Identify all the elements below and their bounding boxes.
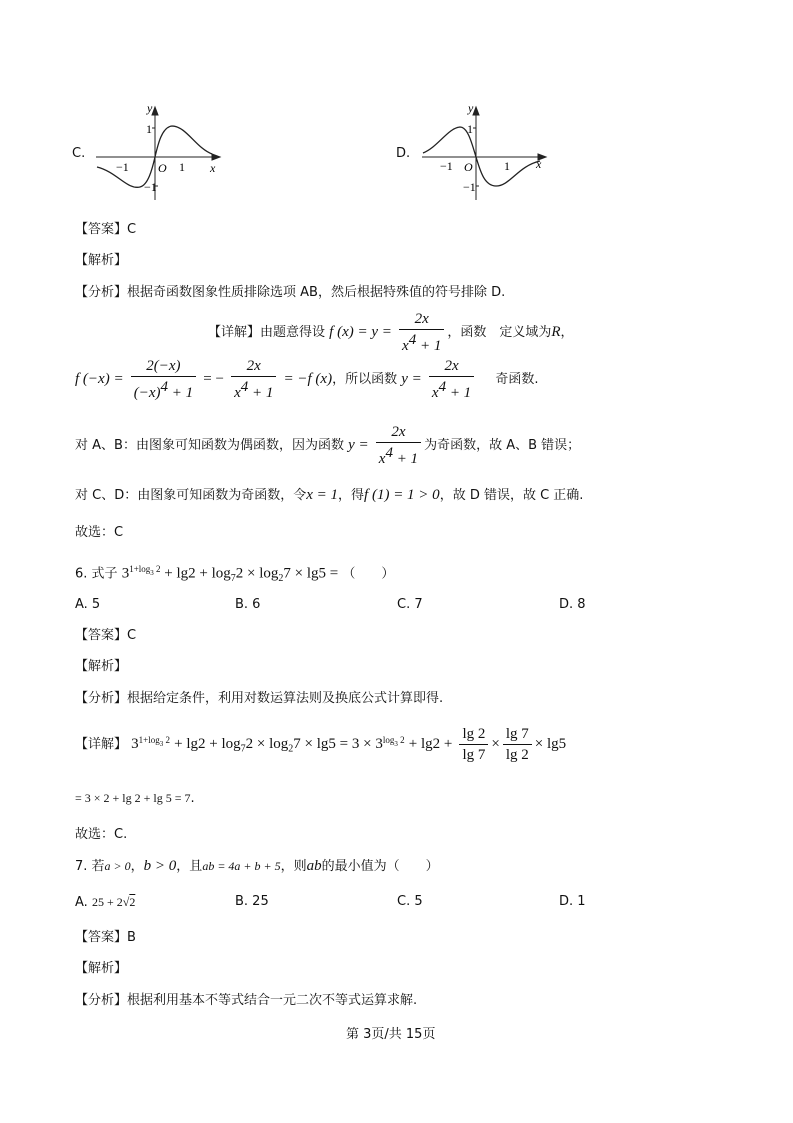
q7-answer: 【答案】B	[75, 930, 136, 945]
fraction-2x-c: $\frac{2x}{x^4 + 1}$	[429, 356, 474, 403]
graph-c-x-label: x	[210, 161, 216, 175]
graph-c	[92, 100, 227, 205]
q5-fenxi	[75, 285, 505, 301]
q7-option-a: A. 25 + 2√2	[75, 895, 136, 910]
graph-c-origin: O	[158, 161, 167, 175]
frac-den: $x^4 + 1$	[402, 332, 442, 354]
graph-d-one: 1	[467, 122, 473, 136]
q6-option-b: B. 6	[235, 597, 261, 612]
graph-d-y-arrow	[473, 107, 479, 115]
q6-stem: 6. 式子 $3^{1+log_3 2} + \lg 2 + \log_72 \times \log_27 \times \lg 5$ = （ ）	[75, 564, 395, 584]
xiangjie-mid: ，函数 定义域为	[447, 325, 552, 340]
graph-d	[418, 100, 553, 205]
frac-lg2-lg7: $\frac{\lg 2}{\lg 7}$	[459, 724, 488, 765]
q6-jiexi: 【解析】	[75, 659, 128, 674]
q6-option-a: A. 5	[75, 597, 101, 612]
answer-tag: 【答案】	[75, 222, 128, 237]
graph-c-y-label: y	[147, 101, 153, 115]
graph-d-y-label: y	[468, 101, 474, 115]
q6-option-d: D. 8	[559, 597, 586, 612]
frac-num: 2x	[399, 309, 444, 330]
option-d-label: D.	[396, 146, 411, 161]
fraction-2x-b: $\frac{2x}{x^4 + 1}$	[231, 356, 276, 403]
graph-d-x-minus-one: −1	[440, 159, 453, 173]
graph-d-minus-one: −1	[463, 180, 476, 194]
graph-c-y-arrow	[152, 107, 158, 115]
frac-lg7-lg2: $\frac{\lg 7}{\lg 2}$	[503, 724, 532, 765]
xiangjie-tag: 【详解】	[208, 325, 261, 340]
func-def: f (x) = y =	[329, 324, 392, 340]
graph-c-one: 1	[146, 122, 152, 136]
xiangjie-pre: 由题意得设	[260, 325, 326, 340]
graph-d-x-one: 1	[504, 159, 510, 173]
q7-fenxi: 【分析】根据利用基本不等式结合一元二次不等式运算求解.	[75, 993, 418, 1008]
fenxi-tag: 【分析】	[75, 285, 128, 300]
q5-guxuan: 故选：C	[75, 525, 124, 540]
q6-guxuan: 故选：C.	[75, 827, 128, 842]
q6-xiangjie: 【详解】 $3^{1+log_3 2} + \lg 2 + \log_72 \times \log_27 \times \lg 5 = 3 \times 3^{log_3 2} + \lg 2$ + $\frac{\lg 2}{\lg 7}$ × $\frac{\lg 7}{\lg 2}$ × lg5	[75, 726, 567, 763]
q5-line3: 对 A、B：由图象可知函数为偶函数，因为函数 y = $\frac{2x}{x^4 + 1}$ 为奇函数，故 A、B 错误；	[75, 424, 581, 467]
q6-answer: 【答案】C	[75, 628, 137, 643]
q6-line2: = 3 × 2 + lg 2 + lg 5 = 7.	[75, 791, 195, 806]
q7-option-b: B. 25	[235, 894, 269, 909]
q5-answer	[75, 222, 136, 238]
fraction-2x-d: $\frac{2x}{x^4 + 1}$	[376, 422, 421, 469]
q7-option-c: C. 5	[397, 894, 423, 909]
q6-fenxi: 【分析】根据给定条件，利用对数运算法则及换底公式计算即得.	[75, 691, 444, 706]
graph-c-x-minus-one: −1	[116, 160, 129, 174]
graph-d-origin: O	[464, 160, 473, 174]
q7-option-d: D. 1	[559, 894, 586, 909]
graph-c-x-one: 1	[179, 160, 185, 174]
q5-xiangjie: 【详解】由题意得设 f (x) = y = $\frac{2x}{x^4 + 1}$ ，函数 定义域为R，	[208, 311, 574, 354]
set-R: R	[551, 324, 561, 340]
fraction-neg: $\frac{2(-x)}{(-x)^4 + 1}$	[131, 356, 196, 403]
graph-c-minus-one: −1	[144, 180, 157, 194]
q5-line4: 对 C、D：由图象可知函数为奇函数，令x = 1，得f (1) = 1 > 0，故 D 错误，故 C 正确.	[75, 487, 584, 503]
q5-jiexi: 【解析】	[75, 253, 128, 268]
q7-jiexi: 【解析】	[75, 961, 128, 976]
fenxi-text: 根据奇函数图象性质排除选项 AB，然后根据特殊值的符号排除 D.	[127, 285, 506, 300]
q6-option-c: C. 7	[397, 597, 423, 612]
option-c-label: C.	[72, 146, 86, 161]
q7-stem: 7. 若a > 0，b > 0，且ab = 4a + b + 5，则ab的最小值为（ ）	[75, 858, 439, 874]
answer-value: C	[127, 222, 137, 237]
graph-c-x-arrow	[212, 154, 220, 160]
page-footer: 第 3页/共 15页	[346, 1027, 436, 1042]
graph-d-x-label: x	[536, 157, 542, 171]
q5-line2: f (−x) = $\frac{2(-x)}{(-x)^4 + 1}$ = − $\frac{2x}{x^4 + 1}$ = −f (x)，所以函数 y = $\frac{2x}{x^4 + 1}$ 奇函数.	[75, 358, 539, 401]
f-neg-x: f (−x) =	[75, 371, 124, 387]
fraction-2x	[399, 309, 444, 356]
